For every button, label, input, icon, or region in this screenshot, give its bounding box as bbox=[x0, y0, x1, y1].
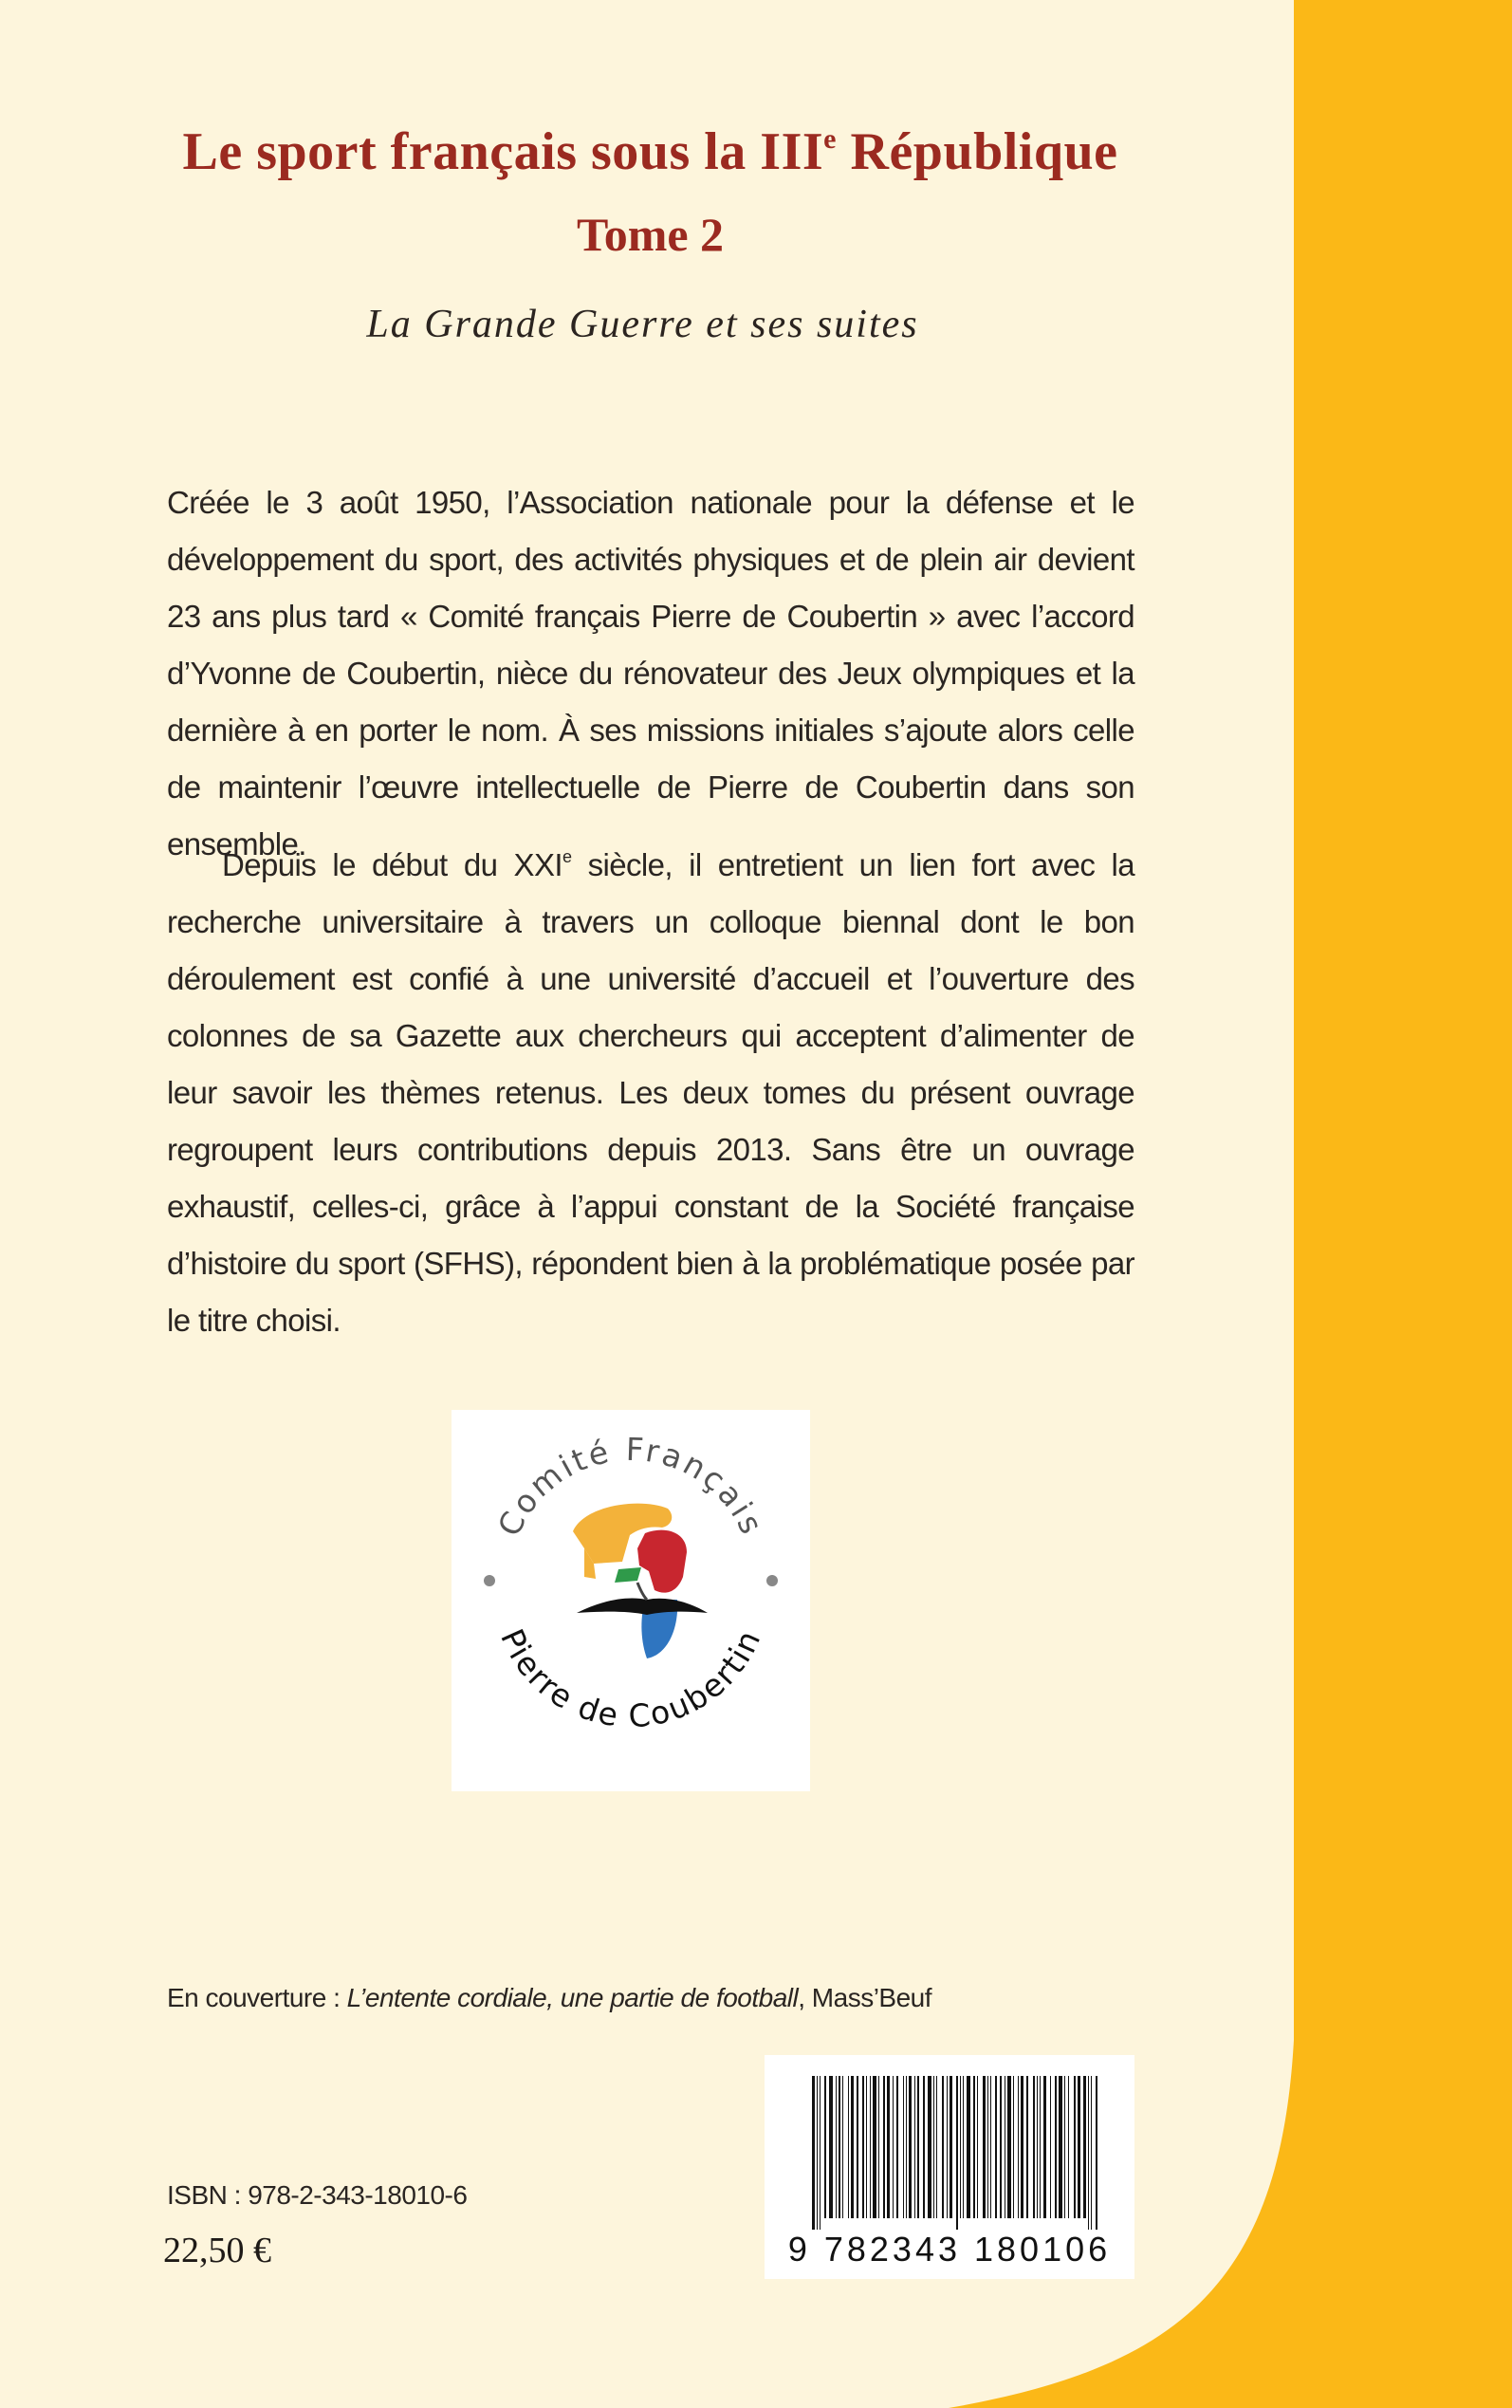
cover-credit bbox=[167, 1983, 931, 2013]
isbn-label: ISBN : 978-2-343-18010-6 bbox=[167, 2180, 468, 2210]
barcode-bar bbox=[851, 2076, 854, 2218]
barcode-bar bbox=[862, 2076, 864, 2218]
cover-credit-work: L’entente cordiale, une partie de football bbox=[346, 1983, 799, 2012]
barcode-bar bbox=[963, 2076, 964, 2218]
barcode-bar bbox=[1091, 2076, 1092, 2230]
book-title-end: République bbox=[837, 122, 1118, 181]
barcode-bar bbox=[947, 2076, 948, 2218]
barcode-bar bbox=[928, 2076, 931, 2218]
barcode-bar bbox=[893, 2076, 894, 2218]
barcode-bar bbox=[887, 2076, 890, 2218]
barcode-bar bbox=[1013, 2076, 1014, 2218]
barcode-bar bbox=[873, 2076, 876, 2218]
barcode-bar bbox=[883, 2076, 885, 2218]
logo-bottom-text: Pierre de Coubertin bbox=[493, 1622, 768, 1735]
cover-credit-author: , Mass’Beuf bbox=[798, 1983, 932, 2012]
barcode-bar bbox=[824, 2076, 826, 2218]
barcode-bar bbox=[914, 2076, 915, 2218]
barcode-bar bbox=[956, 2076, 958, 2230]
barcode-bar bbox=[896, 2076, 898, 2218]
barcode-bar bbox=[1059, 2076, 1062, 2218]
barcode-bar bbox=[1074, 2076, 1076, 2218]
barcode-bar bbox=[917, 2076, 919, 2218]
isbn-barcode bbox=[765, 2055, 1134, 2279]
barcode-bar bbox=[995, 2076, 997, 2218]
century-superscript: e bbox=[562, 847, 572, 866]
barcode-bar bbox=[983, 2076, 986, 2218]
barcode-bar bbox=[960, 2076, 961, 2218]
barcode-bar bbox=[866, 2076, 867, 2218]
barcode-bar bbox=[820, 2076, 821, 2230]
barcode-bar bbox=[839, 2076, 840, 2218]
barcode-bar bbox=[1064, 2076, 1065, 2218]
book-subtitle: La Grande Guerre et ses suites bbox=[366, 303, 919, 346]
barcode-bar bbox=[1021, 2076, 1023, 2218]
comite-logo bbox=[452, 1410, 810, 1791]
barcode-bar bbox=[1088, 2076, 1089, 2230]
price-label: 22,50 € bbox=[163, 2231, 271, 2270]
logo-dot-left bbox=[484, 1575, 495, 1586]
barcode-bar bbox=[950, 2076, 952, 2218]
barcode-bar bbox=[1037, 2076, 1038, 2218]
barcode-number: 9 782343 180106 bbox=[787, 2230, 1112, 2269]
svg-text:Pierre de Coubertin bbox=[493, 1623, 768, 1734]
barcode-bar bbox=[990, 2076, 991, 2218]
barcode-bar bbox=[817, 2076, 818, 2230]
barcode-bar bbox=[1033, 2076, 1035, 2218]
barcode-bar bbox=[829, 2076, 833, 2218]
barcode-bar bbox=[906, 2076, 907, 2218]
comite-logo-graphic bbox=[452, 1410, 810, 1791]
barcode-bar bbox=[1026, 2076, 1028, 2218]
barcode-bar bbox=[933, 2076, 934, 2218]
blurb-paragraph-2 bbox=[167, 837, 1134, 1349]
barcode-bar bbox=[967, 2076, 970, 2218]
barcode-bar bbox=[857, 2076, 858, 2218]
barcode-bar bbox=[977, 2076, 978, 2218]
barcode-bar bbox=[1096, 2076, 1097, 2230]
barcode-bar bbox=[1040, 2076, 1041, 2218]
barcode-bar bbox=[1007, 2076, 1011, 2218]
barcode-bar bbox=[923, 2076, 925, 2218]
barcode-bar bbox=[870, 2076, 871, 2218]
barcode-bar bbox=[909, 2076, 912, 2218]
barcode-bar bbox=[1000, 2076, 1002, 2218]
barcode-bar bbox=[1018, 2076, 1019, 2218]
coubertin-face-icon bbox=[573, 1504, 708, 1658]
barcode-bar bbox=[987, 2076, 988, 2218]
barcode-bar bbox=[1043, 2076, 1046, 2218]
barcode-bar bbox=[842, 2076, 843, 2218]
barcode-bar bbox=[1068, 2076, 1069, 2218]
barcode-bar bbox=[1083, 2076, 1086, 2218]
book-title-superscript: e bbox=[823, 123, 837, 155]
blurb-paragraph-2-start: Depuis le début du XXI bbox=[222, 847, 562, 882]
barcode-bar bbox=[903, 2076, 904, 2218]
blurb-paragraph-2-rest: siècle, il entretient un lien fort avec la recherche universitaire à travers un colloque biennal dont le bon déroulement est confié à une université d’accueil et l’ouverture des colonnes de sa Gazette aux chercheurs qui acceptent d’alimenter de leur savoir les thèmes retenus. Les deux tomes du présent ouvrage regroupent leurs contributions depuis 2013. Sans être un ouvrage exhaustif, celles-ci, grâce à l’appui constant de la Société française d’histoire du sport (SFHS), répondent bien à la problématique posée par le titre choisi. bbox=[167, 847, 1134, 1338]
barcode-bar bbox=[1078, 2076, 1080, 2218]
cover-credit-prefix: En couverture : bbox=[167, 1983, 347, 2012]
book-title-main: Le sport français sous la III bbox=[182, 122, 824, 181]
barcode-bar bbox=[878, 2076, 879, 2218]
barcode-bar bbox=[1050, 2076, 1051, 2218]
barcode-bar bbox=[1055, 2076, 1057, 2218]
barcode-bar bbox=[942, 2076, 944, 2218]
tome-label: Tome 2 bbox=[576, 208, 725, 261]
barcode-bar bbox=[848, 2076, 849, 2218]
logo-dot-right bbox=[766, 1575, 778, 1586]
barcode-bar bbox=[812, 2076, 815, 2230]
logo-top-text: Comité Français bbox=[489, 1430, 772, 1543]
barcode-bar bbox=[936, 2076, 937, 2218]
book-title bbox=[0, 121, 1300, 182]
blurb-paragraph-1: Créée le 3 août 1950, l’Association nationale pour la défense et le développement du sport, des activités physiques et de plein air devient 23 ans plus tard « Comité français Pierre de Coubertin » avec l’accord d’Yvonne de Coubertin, nièce du rénovateur des Jeux olympiques et la dernière à en porter le nom. À ses missions initiales s’ajoute alors celle de maintenir l’œuvre intellectuelle de Pierre de Coubertin dans son ensemble. bbox=[167, 485, 1134, 861]
barcode-bar bbox=[836, 2076, 837, 2218]
barcode-bar bbox=[973, 2076, 975, 2218]
